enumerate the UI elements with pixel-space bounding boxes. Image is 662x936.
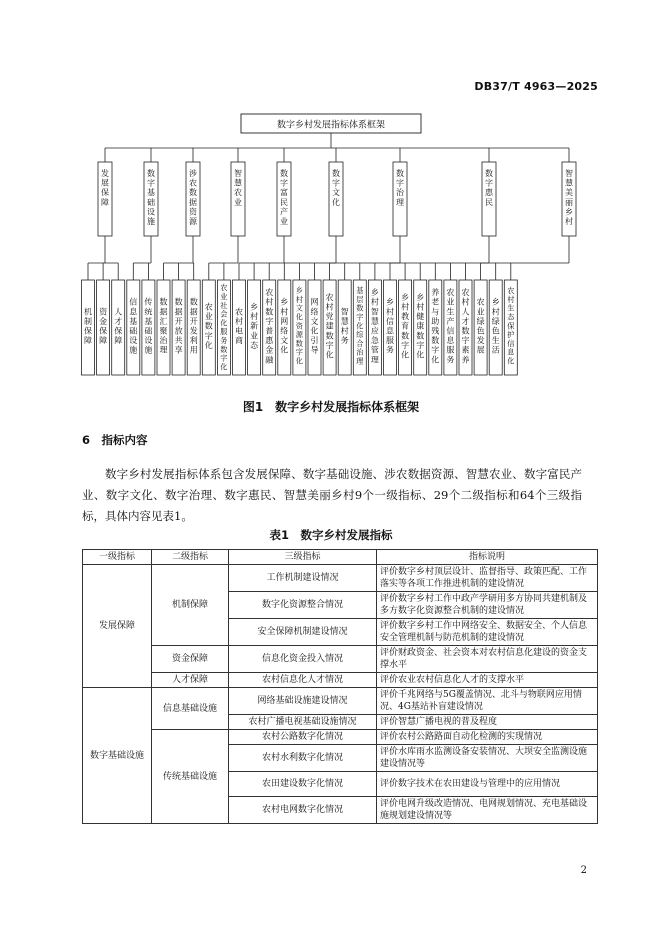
table-row xyxy=(83,565,598,592)
level2-label: 管 xyxy=(370,345,379,355)
level2-label: 数 xyxy=(174,297,183,307)
level1-label: 化 xyxy=(332,197,340,207)
level2-label: 文 xyxy=(310,316,319,326)
level2-label: 理 xyxy=(159,345,168,355)
level1-label: 产 xyxy=(280,207,288,217)
desc-cell: 评价水库雨水监测设备安装情况、大坝安全监测设施建设情况等 xyxy=(377,745,598,772)
level2-label: 农 xyxy=(325,292,334,302)
level1-label: 治 xyxy=(396,188,404,198)
level2-label: 村 xyxy=(250,312,259,322)
level2-label: 放 xyxy=(174,326,183,336)
level1-label: 业 xyxy=(280,217,288,226)
level2-label: 保 xyxy=(99,326,108,336)
level2-label: 村 xyxy=(416,302,425,312)
level2-label: 村 xyxy=(461,297,470,307)
level2-label: 老 xyxy=(431,297,440,307)
level2-label: 用 xyxy=(189,345,198,355)
level1-label: 资 xyxy=(189,207,197,217)
level2-label: 村 xyxy=(280,307,289,317)
level2-label: 化 xyxy=(220,362,228,372)
level1-label: 数 xyxy=(147,169,155,178)
level2-label: 信 xyxy=(386,316,394,326)
level2-label: 村 xyxy=(340,326,349,336)
level2-label: 金 xyxy=(265,345,274,355)
table-row xyxy=(83,688,598,715)
level2-label: 化 xyxy=(204,340,213,350)
desc-cell: 评价数字乡村顶层设计、监督指导、政策匹配、工作落实等各项工作推进机制的建设情况 xyxy=(377,565,598,592)
level2-label: 字 xyxy=(204,331,213,341)
level2-label: 字 xyxy=(295,347,304,357)
desc-cell: 评价数字技术在农田建设与管理中的应用情况 xyxy=(377,772,598,797)
level2-label: 理 xyxy=(356,356,364,366)
level2-label: 字 xyxy=(220,353,228,363)
level2-label: 村 xyxy=(265,297,274,307)
level2-label: 电 xyxy=(235,326,243,336)
level2-label: 服 xyxy=(446,345,455,355)
level1-label: 基 xyxy=(147,188,155,198)
level1-cell: 数字基础设施 xyxy=(83,688,152,824)
level2-label: 普 xyxy=(265,326,274,336)
level2-cell: 人才保障 xyxy=(152,673,229,688)
level2-label: 乡 xyxy=(370,288,379,298)
level2-label: 字 xyxy=(431,345,440,355)
level1-label: 村 xyxy=(565,217,573,226)
level2-label: 字 xyxy=(356,312,364,322)
level2-label: 农 xyxy=(461,288,470,298)
table-row xyxy=(83,646,598,673)
table-header-row xyxy=(83,550,598,565)
level2-label: 利 xyxy=(189,336,198,346)
level1-label: 富 xyxy=(280,188,288,198)
level2-label: 生 xyxy=(491,336,500,346)
level2-label: 数 xyxy=(431,336,440,346)
level2-label: 服 xyxy=(386,336,394,346)
level2-label: 村 xyxy=(370,297,379,307)
level2-label: 业 xyxy=(476,307,485,317)
level2-label: 乡 xyxy=(295,286,304,296)
level2-label: 字 xyxy=(325,340,334,350)
level2-label: 态 xyxy=(507,312,515,322)
level2-label: 数 xyxy=(220,344,228,354)
figure-caption: 图1 数字乡村发展指标体系框架 xyxy=(242,400,420,414)
level2-label: 基 xyxy=(129,316,138,326)
level2-label: 康 xyxy=(416,321,425,331)
level2-label: 信 xyxy=(129,297,138,307)
level2-label: 源 xyxy=(295,330,304,340)
level1-label: 发 xyxy=(101,169,109,178)
level2-label: 导 xyxy=(310,345,319,355)
level2-label: 信 xyxy=(446,326,455,336)
level2-label: 数 xyxy=(295,338,304,348)
level2-label: 障 xyxy=(114,336,123,346)
level1-label: 础 xyxy=(147,197,155,207)
level2-label: 村 xyxy=(235,316,243,326)
level2-label: 业 xyxy=(204,312,213,322)
level2-label: 生 xyxy=(446,307,455,317)
level3-cell: 网络基础设施建设情况 xyxy=(229,688,377,715)
level2-label: 施 xyxy=(129,345,138,355)
level2-label: 基 xyxy=(144,316,153,326)
level1-label: 展 xyxy=(101,178,109,188)
level2-label: 化 xyxy=(295,356,304,366)
level2-label: 建 xyxy=(325,321,334,331)
level2-label: 化 xyxy=(310,326,319,336)
level2-label: 助 xyxy=(431,316,440,326)
level2-label: 绿 xyxy=(491,316,500,326)
level2-label: 业 xyxy=(446,297,455,307)
level2-label: 数 xyxy=(325,331,334,341)
level3-cell: 数字化资源整合情况 xyxy=(229,592,377,619)
desc-cell: 评价农村公路路面自动化检测的实现情况 xyxy=(377,730,598,745)
level2-label: 色 xyxy=(491,326,500,336)
level2-label: 农 xyxy=(265,288,274,298)
level3-cell: 农村电网数字化情况 xyxy=(229,797,377,824)
level2-label: 惠 xyxy=(265,336,274,346)
level2-label: 网 xyxy=(310,297,319,307)
level1-label: 理 xyxy=(396,197,404,207)
level2-label: 化 xyxy=(356,321,364,331)
header-cell: 三级指标 xyxy=(229,550,377,565)
level1-label: 施 xyxy=(147,217,155,226)
level3-cell: 农村广播电视基础设施情况 xyxy=(229,715,377,730)
level2-label: 服 xyxy=(220,327,228,337)
level2-label: 生 xyxy=(507,303,515,313)
level1-label: 业 xyxy=(234,197,242,207)
level2-label: 村 xyxy=(386,307,394,317)
level2-label: 养 xyxy=(431,288,440,298)
level1-label: 设 xyxy=(147,207,155,217)
level2-label: 开 xyxy=(189,316,198,326)
header-cell: 二级指标 xyxy=(152,550,229,565)
level2-label: 综 xyxy=(356,330,364,340)
level2-label: 会 xyxy=(220,309,228,319)
level2-cell: 资金保障 xyxy=(152,646,229,673)
level1-label: 智 xyxy=(234,169,242,178)
level1-label: 字 xyxy=(485,178,493,188)
level2-label: 数 xyxy=(356,303,364,313)
level2-label: 化 xyxy=(416,350,425,360)
level2-label: 展 xyxy=(476,345,485,355)
level2-label: 产 xyxy=(446,316,455,326)
level2-label: 乡 xyxy=(491,297,500,307)
level2-label: 素 xyxy=(461,345,470,355)
level1-label: 慧 xyxy=(234,178,242,188)
level2-label: 息 xyxy=(386,326,394,336)
level2-label: 传 xyxy=(144,297,153,307)
level2-label: 智 xyxy=(370,307,379,317)
level2-label: 新 xyxy=(250,321,259,331)
level2-label: 教 xyxy=(401,312,410,322)
level2-label: 党 xyxy=(325,312,334,322)
level2-label: 融 xyxy=(265,355,274,365)
level2-label: 务 xyxy=(386,345,394,355)
level2-label: 信 xyxy=(507,338,515,348)
level2-label: 文 xyxy=(280,336,289,346)
desc-cell: 评价电网升级改造情况、电网规划情况、充电基础设施规划建设情况等 xyxy=(377,797,598,824)
level2-label: 乡 xyxy=(401,292,410,302)
level2-label: 化 xyxy=(325,350,334,360)
level2-label: 资 xyxy=(295,321,304,331)
level2-label: 汇 xyxy=(159,316,168,326)
level2-label: 色 xyxy=(476,326,485,336)
level1-cell: 发展保障 xyxy=(83,565,152,688)
body-paragraph: 数字乡村发展指标体系包含发展保障、数字基础设施、涉农数据资源、智慧农业、数字富民产业、数字文化、数字治理、数字惠民、智慧美丽乡村9个一级指标、29个二级指标和64个三级指标，具体内容见表1。 xyxy=(82,467,582,523)
level2-label: 据 xyxy=(159,307,168,317)
level2-label: 健 xyxy=(416,312,425,322)
level2-label: 治 xyxy=(159,336,168,346)
table-row xyxy=(83,673,598,688)
level2-label: 息 xyxy=(507,347,515,357)
desc-cell: 评价千兆网络与5G覆盖情况、北斗与物联网应用情况、4G基站补盲建设情况 xyxy=(377,688,598,715)
level2-label: 数 xyxy=(159,297,168,307)
level2-label: 乡 xyxy=(416,292,425,302)
level2-label: 村 xyxy=(295,294,304,304)
header-cell: 指标说明 xyxy=(377,550,598,565)
level1-label: 丽 xyxy=(565,197,573,207)
level1-label: 农 xyxy=(234,188,242,198)
level1-label: 慧 xyxy=(565,178,573,188)
level2-label: 字 xyxy=(265,316,274,326)
level2-label: 护 xyxy=(507,330,515,340)
level2-label: 乡 xyxy=(280,297,289,307)
level2-label: 数 xyxy=(401,331,410,341)
level2-label: 础 xyxy=(144,326,153,336)
level1-label: 数 xyxy=(485,169,493,178)
level1-label: 民 xyxy=(280,197,288,207)
level2-label: 发 xyxy=(476,336,485,346)
level2-label: 础 xyxy=(129,326,138,336)
standard-code: DB37/T 4963—2025 xyxy=(474,80,598,93)
desc-cell: 评价农业农村信息化人才的支撑水平 xyxy=(377,673,598,688)
level2-label: 务 xyxy=(220,336,228,345)
level2-label: 治 xyxy=(356,347,364,357)
level2-label: 业 xyxy=(250,331,259,341)
level2-label: 人 xyxy=(114,307,123,317)
level2-label: 络 xyxy=(280,326,289,336)
level2-label: 养 xyxy=(461,355,470,365)
level1-label: 涉 xyxy=(189,169,197,178)
level3-cell: 信息化资金投入情况 xyxy=(229,646,377,673)
level2-label: 设 xyxy=(129,336,138,346)
level2-label: 开 xyxy=(174,316,183,326)
level2-label: 字 xyxy=(416,340,425,350)
level2-label: 绿 xyxy=(476,316,485,326)
level2-label: 资 xyxy=(99,307,108,317)
level2-label: 农 xyxy=(220,283,228,293)
level1-label: 字 xyxy=(332,178,340,188)
page-number: 2 xyxy=(580,865,587,876)
level2-label: 智 xyxy=(340,307,349,317)
desc-cell: 评价智慧广播电视的普及程度 xyxy=(377,715,598,730)
level2-label: 息 xyxy=(129,307,138,317)
level2-label: 障 xyxy=(99,336,108,346)
level2-label: 急 xyxy=(370,336,379,346)
level2-label: 数 xyxy=(416,331,425,341)
level2-label: 应 xyxy=(370,326,379,336)
level2-label: 引 xyxy=(310,336,319,346)
level1-label: 农 xyxy=(189,178,197,188)
level2-label: 机 xyxy=(84,307,92,317)
level2-label: 乡 xyxy=(250,302,259,312)
level2-label: 村 xyxy=(491,307,500,317)
level2-label: 基 xyxy=(356,286,364,296)
level3-cell: 农村水利数字化情况 xyxy=(229,745,377,772)
desc-cell: 评价财政资金、社会资本对农村信息化建设的资金支撑水平 xyxy=(377,646,598,673)
level2-label: 村 xyxy=(401,302,410,312)
level3-cell: 农村公路数字化情况 xyxy=(229,730,377,745)
level2-label: 保 xyxy=(84,326,92,336)
table-row xyxy=(83,730,598,745)
level2-label: 村 xyxy=(325,302,334,312)
level2-label: 农 xyxy=(446,288,455,298)
level1-label: 数 xyxy=(280,169,288,178)
level2-label: 业 xyxy=(220,292,228,301)
level2-label: 才 xyxy=(114,316,123,326)
level1-label: 数 xyxy=(189,188,197,198)
level1-label: 数 xyxy=(332,169,340,178)
level1-label: 字 xyxy=(280,178,288,188)
level2-label: 化 xyxy=(401,350,410,360)
level2-label: 乡 xyxy=(386,297,394,307)
framework-diagram xyxy=(0,0,662,395)
level2-label: 残 xyxy=(431,326,440,336)
level2-label: 保 xyxy=(114,326,123,336)
section-title: 6 指标内容 xyxy=(82,433,148,447)
level2-label: 共 xyxy=(174,336,183,346)
level1-label: 智 xyxy=(565,169,573,178)
level2-cell: 信息基础设施 xyxy=(152,688,229,730)
level1-label: 字 xyxy=(147,178,155,188)
level2-label: 字 xyxy=(401,340,410,350)
level2-label: 网 xyxy=(280,316,289,326)
level2-label: 统 xyxy=(144,307,153,317)
level2-label: 化 xyxy=(280,345,289,355)
level1-label: 字 xyxy=(396,178,404,188)
level2-label: 人 xyxy=(461,307,470,317)
level2-label: 息 xyxy=(446,336,455,346)
level2-label: 化 xyxy=(220,318,228,328)
level1-label: 据 xyxy=(189,197,197,207)
level2-label: 数 xyxy=(265,307,274,317)
indicator-table xyxy=(82,549,598,824)
level2-label: 层 xyxy=(356,294,364,304)
level2-label: 文 xyxy=(295,303,304,313)
table-caption: 表1 数字乡村发展指标 xyxy=(269,528,393,542)
level1-label: 乡 xyxy=(565,207,573,217)
level2-label: 字 xyxy=(461,336,470,346)
level2-label: 务 xyxy=(340,336,349,346)
level2-label: 络 xyxy=(310,307,319,317)
level2-label: 数 xyxy=(461,326,470,336)
level2-label: 农 xyxy=(507,286,515,296)
level2-label: 金 xyxy=(99,316,108,326)
level2-label: 活 xyxy=(491,345,500,355)
level2-cell: 机制保障 xyxy=(152,565,229,646)
header-cell: 一级指标 xyxy=(83,550,152,565)
level1-label: 文 xyxy=(332,188,340,198)
level2-label: 聚 xyxy=(159,326,168,336)
level2-label: 村 xyxy=(507,294,515,304)
level2-label: 才 xyxy=(461,316,470,326)
level2-label: 制 xyxy=(84,316,92,326)
level2-label: 农 xyxy=(476,297,485,307)
level2-label: 据 xyxy=(189,307,198,317)
level1-label: 美 xyxy=(565,188,573,198)
level2-label: 商 xyxy=(235,336,243,346)
level2-label: 施 xyxy=(144,345,153,355)
desc-cell: 评价数字乡村工作中网络安全、数据安全、个人信息安全管理机制与防范机制的建设情况 xyxy=(377,619,598,646)
level2-label: 设 xyxy=(144,336,153,346)
level1-label: 源 xyxy=(189,217,197,226)
level2-label: 农 xyxy=(235,307,243,317)
level2-label: 化 xyxy=(507,356,515,366)
level1-label: 民 xyxy=(485,197,493,207)
level2-label: 据 xyxy=(174,307,183,317)
level3-cell: 安全保障机制建设情况 xyxy=(229,619,377,646)
level2-label: 合 xyxy=(356,338,364,348)
level2-label: 与 xyxy=(431,307,440,317)
level2-label: 农 xyxy=(204,302,213,312)
level2-label: 慧 xyxy=(370,316,379,326)
level2-label: 化 xyxy=(431,355,440,365)
level2-label: 理 xyxy=(370,355,379,365)
root-label: 数字乡村发展指标体系框架 xyxy=(276,120,386,131)
desc-cell: 评价数字乡村工作中政产学研用多方协同共建机制及多方数字化资源整合机制的建设情况 xyxy=(377,592,598,619)
level1-label: 数 xyxy=(396,169,404,178)
level2-label: 态 xyxy=(250,340,259,350)
level2-label: 社 xyxy=(220,300,228,310)
level2-label: 发 xyxy=(189,326,198,336)
level3-cell: 农村信息化人才情况 xyxy=(229,673,377,688)
level2-label: 数 xyxy=(204,321,213,331)
level2-label: 化 xyxy=(295,312,304,322)
level2-label: 数 xyxy=(189,297,198,307)
level1-label: 保 xyxy=(101,188,109,198)
level3-cell: 工作机制建设情况 xyxy=(229,565,377,592)
level1-label: 惠 xyxy=(485,188,493,198)
level2-label: 慧 xyxy=(340,316,349,326)
level3-cell: 农田建设数字化情况 xyxy=(229,772,377,797)
level2-label: 务 xyxy=(446,355,455,365)
level2-label: 障 xyxy=(84,336,92,346)
level2-label: 享 xyxy=(174,345,183,355)
level2-label: 育 xyxy=(401,321,410,331)
level2-label: 保 xyxy=(507,321,515,331)
level2-cell: 传统基础设施 xyxy=(152,730,229,824)
level1-label: 障 xyxy=(101,197,109,207)
